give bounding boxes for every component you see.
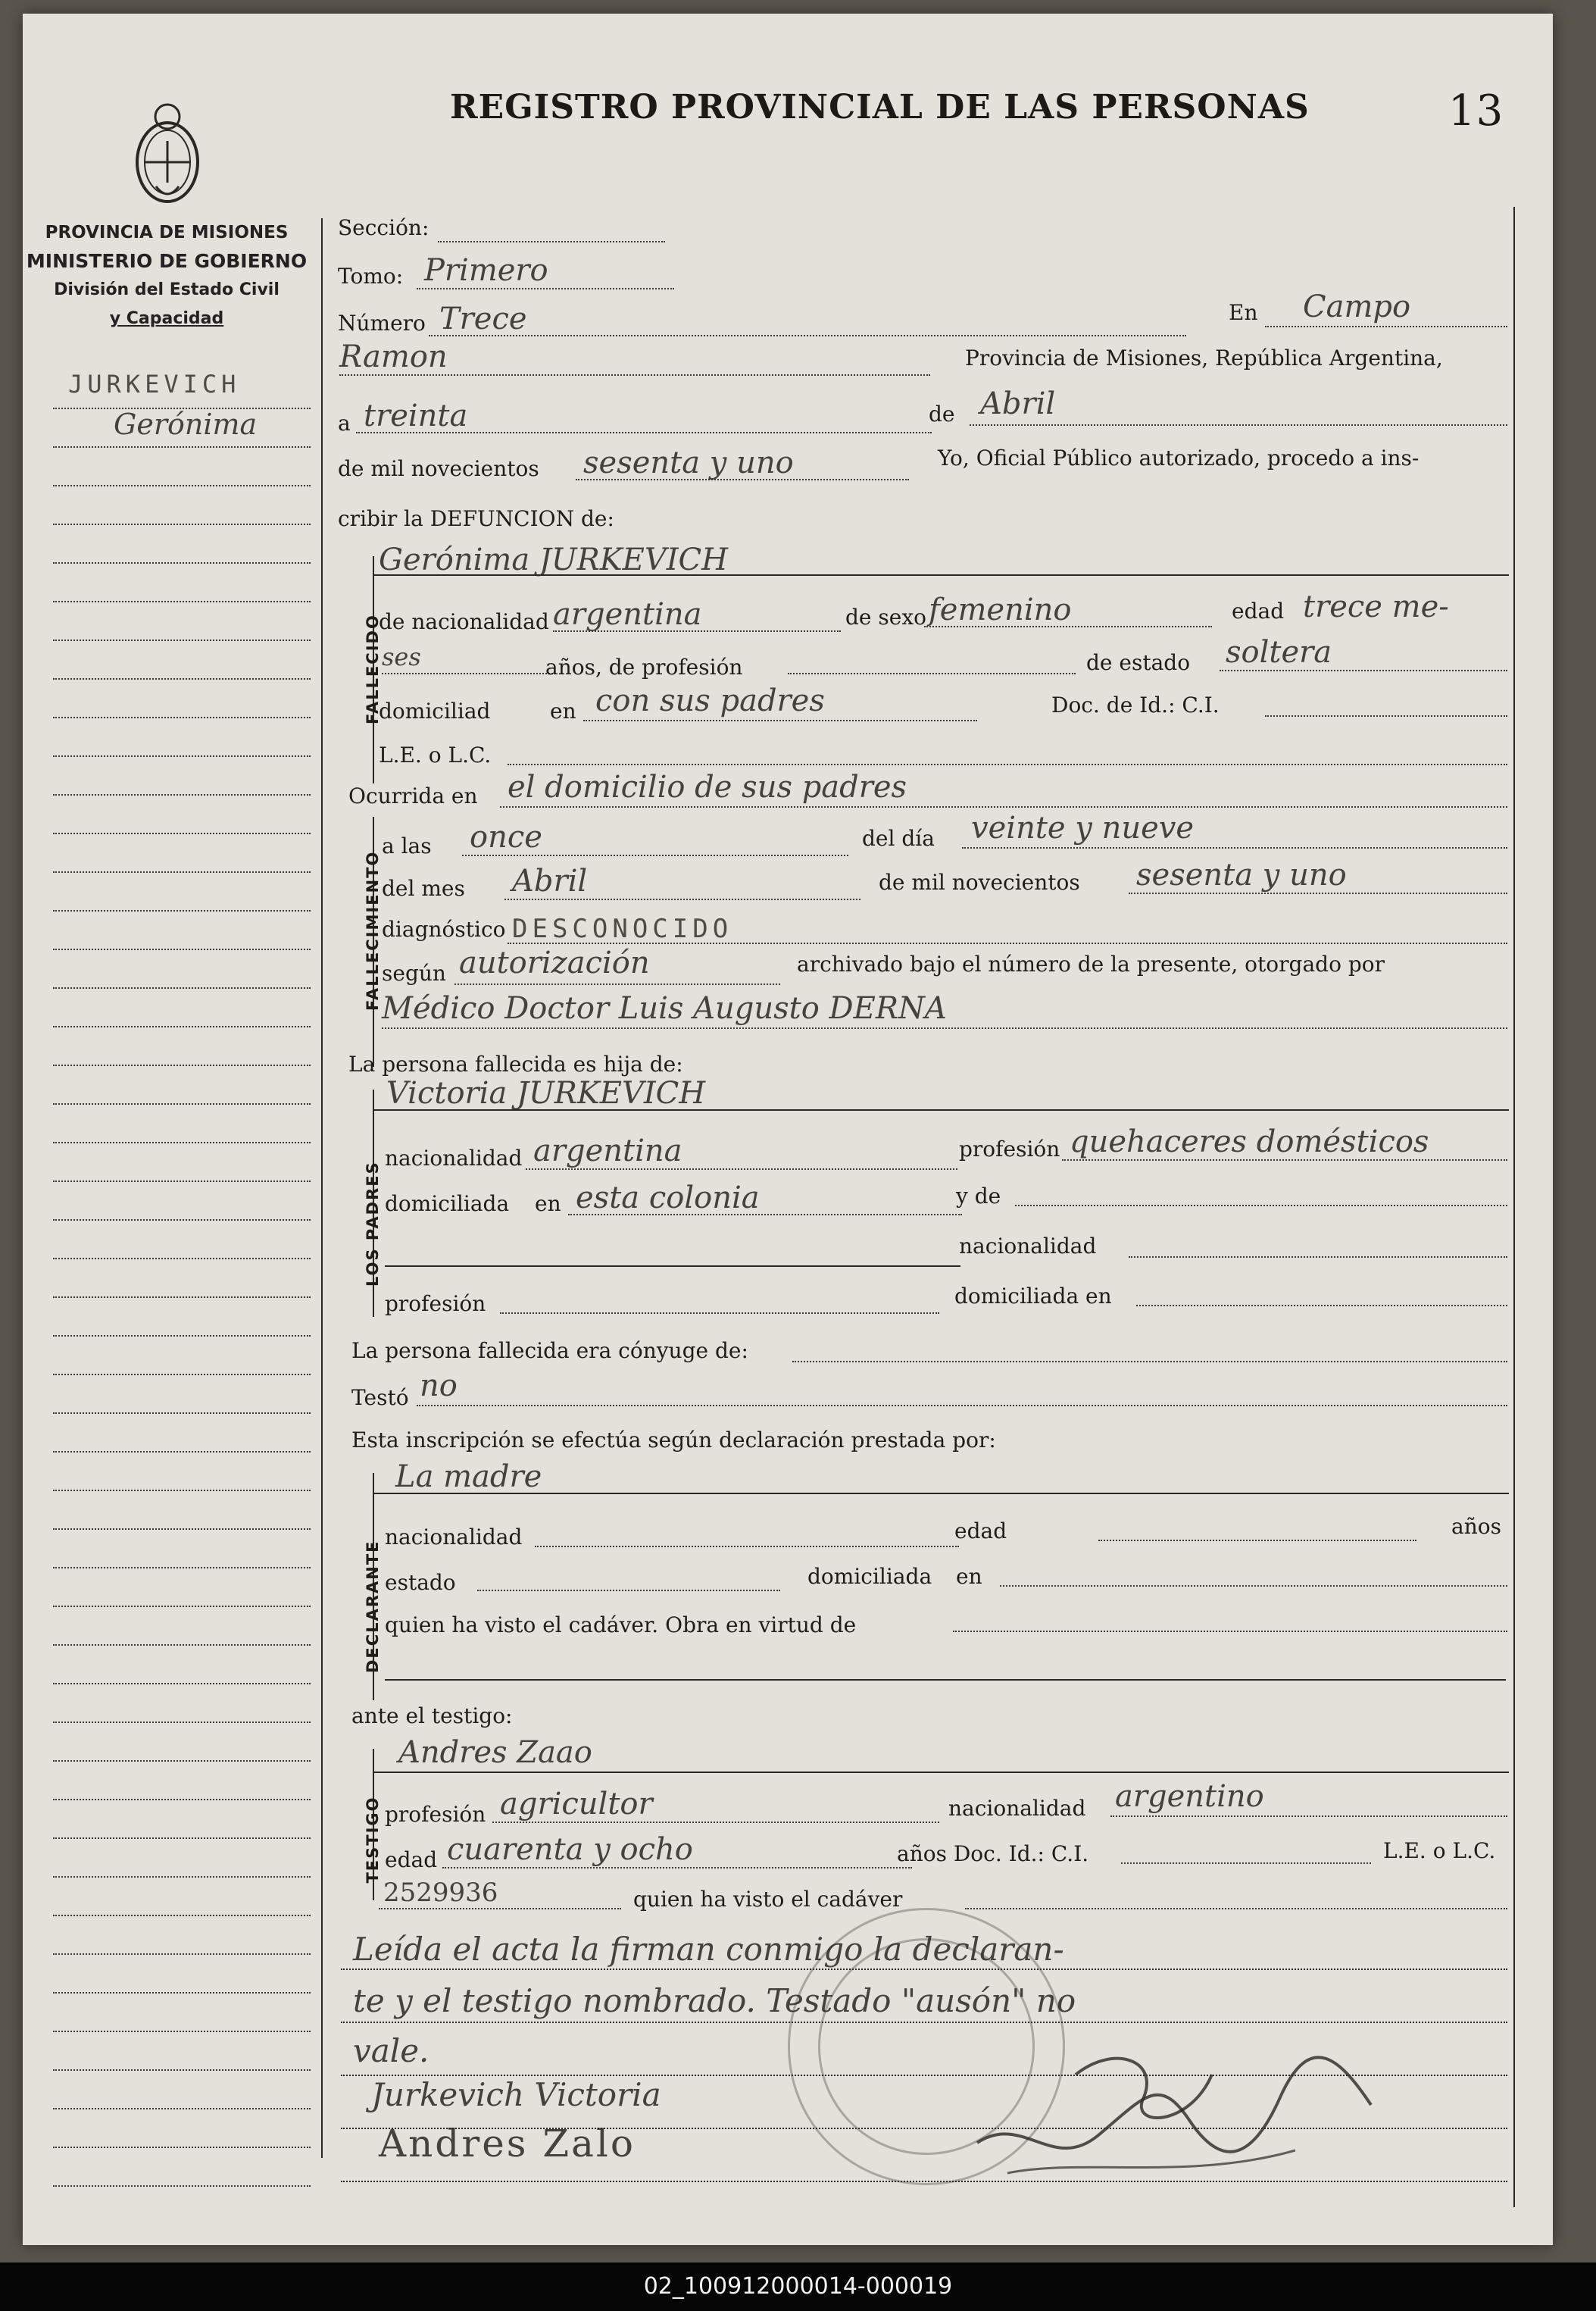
sidebar-ruled-line	[53, 1296, 311, 1298]
mes-value: Abril	[980, 386, 1056, 421]
sidebar-ruled-line	[53, 949, 311, 950]
page-title: REGISTRO PROVINCIAL DE LAS PERSONAS	[450, 88, 1310, 127]
testigo-nacionalidad: argentino	[1115, 1779, 1264, 1814]
padres-section-label: LOS PADRES	[364, 1161, 382, 1287]
sidebar-ruled-line	[53, 1837, 311, 1839]
official-signature-icon	[962, 2029, 1386, 2196]
testigo-le-label: L.E. o L.C.	[1383, 1838, 1496, 1863]
en-value: Campo	[1303, 289, 1411, 324]
sidebar-ruled-line	[53, 794, 311, 796]
inscribir-label	[338, 506, 614, 531]
sidebar-ruled-line	[53, 1142, 311, 1143]
fallecido-edad-label: edad	[1232, 599, 1285, 624]
fallecimiento-anio: sesenta y uno	[1136, 858, 1347, 893]
sidebar-ruled-line	[53, 562, 311, 564]
sidebar-ruled-line	[53, 1915, 311, 1916]
sidebar-ruled-line	[53, 2185, 311, 2187]
fallecido-section-label: FALLECIDO	[364, 614, 382, 724]
testigo-edad: cuarenta y ocho	[447, 1832, 693, 1867]
sidebar-ruled-line	[53, 1799, 311, 1800]
coat-of-arms-icon	[126, 95, 209, 209]
fallecido-estado-label: de estado	[1086, 650, 1191, 675]
sidebar-ruled-line	[53, 1026, 311, 1027]
fallecimiento-anio-label: de mil novecientos	[879, 870, 1080, 895]
padre-profesion-label: profesión	[385, 1291, 486, 1316]
sidebar-ruled-line	[53, 485, 311, 486]
fallecido-en-label: en	[550, 699, 576, 724]
image-id-label: 02_100912000014-000019	[643, 2273, 953, 2300]
archivado-label: archivado bajo el número de la presente, otorgado por	[797, 952, 1385, 977]
sidebar-capacity: y Capacidad	[109, 309, 224, 328]
sidebar-ruled-line	[53, 678, 311, 680]
sidebar-ruled-line	[53, 1258, 311, 1259]
fallecido-estado: soltera	[1226, 635, 1332, 670]
sidebar-ruled-line	[53, 601, 311, 602]
fallecimiento-dia: veinte y nueve	[971, 811, 1195, 846]
sidebar-ruled-line	[53, 1567, 311, 1568]
fallecido-domicilio: con sus padres	[595, 683, 825, 718]
declarante-anios-label: años	[1451, 1514, 1501, 1539]
sidebar-division: División del Estado Civil	[54, 280, 280, 299]
madre-nacionalidad-label: nacionalidad	[385, 1146, 523, 1171]
segun-value: autorización	[459, 946, 650, 980]
fallecido-edad: trece me-	[1303, 589, 1449, 624]
sidebar-ruled-line	[53, 1451, 311, 1453]
testigo-nacionalidad-label: nacionalidad	[948, 1796, 1086, 1821]
sidebar-ruled-line	[53, 833, 311, 834]
sidebar-ruled-line	[53, 1335, 311, 1337]
testigo-section-label: TESTIGO	[364, 1796, 382, 1884]
sidebar-ruled-line	[53, 1412, 311, 1414]
cierre-linea-3: vale.	[353, 2032, 429, 2069]
declarante-visto-label: quien ha visto el cadáver. Obra en virtud de	[385, 1612, 857, 1637]
fallecido-sexo-label: de sexo	[845, 605, 926, 630]
anio-label: de mil novecientos	[338, 456, 539, 481]
sidebar-ministry: MINISTERIO DE GOBIERNO	[26, 250, 308, 272]
frame-left-line	[321, 218, 323, 2158]
declarante-domiciliada-label: domiciliada	[807, 1564, 932, 1589]
tomo-label: Tomo:	[338, 264, 404, 289]
padre-domiciliada-label: domiciliada en	[954, 1284, 1112, 1309]
tomo-value: Primero	[424, 253, 548, 288]
madre-nombre: Victoria JURKEVICH	[386, 1076, 706, 1111]
madre-en-label: en	[535, 1191, 561, 1216]
fallecido-le-label: L.E. o L.C.	[379, 743, 492, 768]
inscripcion-label: Esta inscripción se efectúa según declaración prestada por:	[351, 1428, 996, 1453]
hora-value: once	[470, 820, 542, 855]
testigo-nombre: Andres Zaao	[398, 1735, 592, 1770]
fallecido-domicilio-label: domiciliad	[379, 699, 491, 724]
sidebar-ruled-line	[53, 2147, 311, 2148]
madre-profesion-label: profesión	[959, 1137, 1060, 1162]
fallecimiento-mes: Abril	[512, 864, 588, 899]
sidebar-ruled-line	[53, 640, 311, 641]
madre-domiciliada-label: domiciliada	[385, 1191, 510, 1216]
padre-nacionalidad-label: nacionalidad	[959, 1234, 1097, 1259]
firma-testigo: Andres Zalo	[379, 2122, 636, 2166]
inscribir-text: cribir la DEFUNCION de:	[338, 506, 614, 531]
firma-declarante: Jurkevich Victoria	[371, 2076, 661, 2113]
page-number: 13	[1448, 86, 1504, 136]
sidebar-ruled-line	[53, 1103, 311, 1105]
anio-value: sesenta y uno	[583, 446, 794, 480]
sidebar-ruled-line	[53, 1490, 311, 1491]
sidebar-ruled-line	[53, 446, 311, 448]
conyuge-label: La persona fallecida era cónyuge de:	[351, 1338, 748, 1363]
testigo-profesion: agricultor	[500, 1787, 653, 1822]
sidebar-ruled-line	[53, 1953, 311, 1955]
sidebar-ruled-line	[53, 1876, 311, 1878]
declarante-edad-label: edad	[954, 1518, 1007, 1543]
delmes-label: del mes	[382, 876, 465, 901]
de-label: de	[929, 402, 955, 427]
sidebar-surname: JURKEVICH	[68, 370, 241, 399]
cierre-linea-1: Leída el acta la firman conmigo la declaran-	[353, 1931, 1064, 1968]
sidebar-ruled-line	[53, 1644, 311, 1646]
oficial-label: Yo, Oficial Público autorizado, procedo a ins-	[938, 446, 1420, 471]
image-id-bar	[0, 2263, 1596, 2311]
sidebar-ruled-line	[53, 871, 311, 873]
testigo-ci: 2529936	[383, 1878, 498, 1908]
testigo-visto-label: quien ha visto el cadáver	[633, 1887, 903, 1912]
diagnostico-value: DESCONOCIDO	[512, 914, 733, 944]
declarante-section-label: DECLARANTE	[364, 1540, 382, 1673]
cierre-linea-2: te y el testigo nombrado. Testado "ausón" no	[353, 1982, 1076, 2019]
declarante-nacionalidad-label: nacionalidad	[385, 1525, 523, 1550]
fallecido-anios-label: años, de profesión	[545, 655, 743, 680]
sidebar-ruled-line	[53, 2069, 311, 2071]
ocurrida-label: Ocurrida en	[348, 783, 478, 808]
fallecido-doc-label: Doc. de Id.: C.I.	[1051, 693, 1220, 718]
sidebar-ruled-line	[53, 1992, 311, 1994]
yde-label: y de	[956, 1184, 1001, 1209]
numero-label: Número	[338, 311, 426, 336]
declarante-estado-label: estado	[385, 1570, 456, 1595]
medico-value: Médico Doctor Luis Augusto DERNA	[382, 991, 947, 1026]
sidebar-ruled-line	[53, 1181, 311, 1182]
dia-value: treinta	[364, 399, 468, 433]
sidebar-ruled-line	[53, 1219, 311, 1221]
sidebar-ruled-line	[53, 987, 311, 989]
testigo-edad-label: edad	[385, 1847, 438, 1872]
testigo-profesion-label: profesión	[385, 1802, 486, 1827]
place-value: Ramon	[339, 339, 448, 374]
sidebar-province: PROVINCIA DE MISIONES	[45, 223, 289, 242]
sidebar-ruled-line	[53, 717, 311, 718]
sidebar-ruled-line	[53, 524, 311, 525]
sidebar-ruled-line	[53, 2108, 311, 2109]
fallecido-edad-cont: ses	[382, 643, 421, 671]
frame-right-line	[1513, 207, 1515, 2207]
hija-label: La persona fallecida es hija de:	[348, 1052, 683, 1077]
provincia-label: Provincia de Misiones, República Argentina,	[965, 346, 1443, 371]
fallecido-nacionalidad-label: de nacionalidad	[379, 609, 549, 634]
madre-profesion: quehaceres domésticos	[1070, 1124, 1429, 1159]
ocurrida-value: el domicilio de sus padres	[508, 770, 907, 805]
sidebar-ruled-line	[53, 1606, 311, 1607]
declarante-nombre: La madre	[395, 1459, 542, 1494]
sidebar-heading	[23, 218, 311, 333]
sidebar-given-name: Gerónima	[114, 408, 258, 441]
declarante-en-label: en	[956, 1564, 982, 1589]
registry-page	[23, 14, 1553, 2245]
sidebar-ruled-line	[53, 1374, 311, 1375]
testo-value: no	[420, 1368, 458, 1403]
diagnostico-label: diagnóstico	[382, 917, 506, 942]
sidebar-ruled-line	[53, 755, 311, 757]
sidebar-ruled-line	[53, 910, 311, 912]
fallecido-nacionalidad: argentina	[553, 597, 702, 632]
sidebar-ruled-line	[53, 1683, 311, 1684]
segun-label: según	[382, 961, 446, 986]
sidebar-ruled-line	[53, 2031, 311, 2032]
sidebar-ruled-line	[53, 1722, 311, 1723]
sidebar-ruled-line	[53, 1528, 311, 1530]
a-label: a	[338, 411, 351, 436]
sidebar-ruled-line	[53, 1065, 311, 1066]
ante-label: ante el testigo:	[351, 1703, 513, 1728]
fallecimiento-section-label: FALLECIMIENTO	[364, 850, 382, 1011]
madre-nacionalidad: argentina	[533, 1134, 682, 1168]
fallecido-sexo: femenino	[929, 593, 1072, 627]
en-label: En	[1229, 300, 1258, 325]
testo-label: Testó	[351, 1385, 409, 1410]
testigo-doc-label: años Doc. Id.: C.I.	[897, 1841, 1089, 1866]
deldia-label: del día	[862, 826, 935, 851]
seccion-label: Sección:	[338, 215, 429, 240]
madre-domicilio: esta colonia	[576, 1181, 760, 1215]
fallecido-nombre: Gerónima JURKEVICH	[379, 543, 728, 577]
alas-label: a las	[382, 833, 432, 858]
numero-value: Trece	[439, 302, 527, 336]
sidebar-ruled-line	[53, 1760, 311, 1762]
